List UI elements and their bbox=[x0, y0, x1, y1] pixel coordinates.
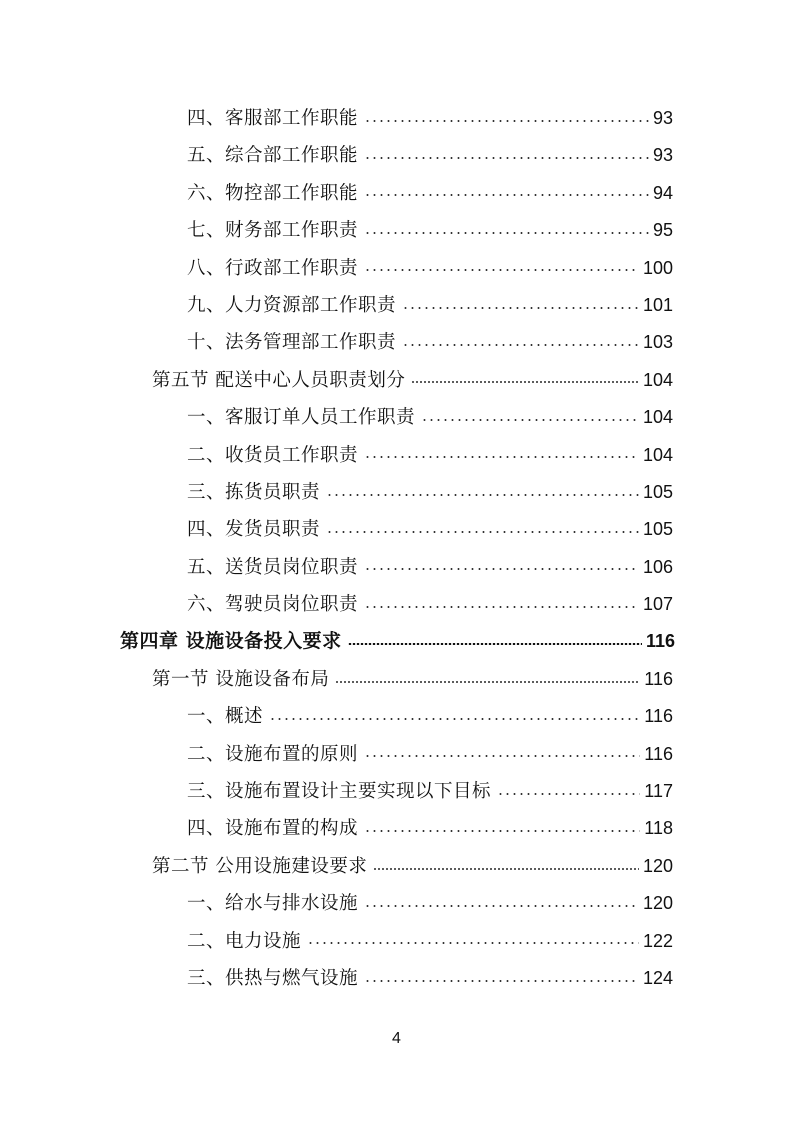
toc-item-row[interactable] bbox=[0, 250, 793, 287]
dot-leader bbox=[402, 307, 639, 309]
dot-leader bbox=[364, 232, 649, 234]
dot-leader bbox=[364, 269, 639, 271]
toc-item-row[interactable] bbox=[0, 474, 793, 511]
toc-section-row[interactable] bbox=[0, 362, 793, 399]
toc-entry-title: 十、法务管理部工作职责 bbox=[187, 332, 397, 354]
toc-item-row[interactable] bbox=[0, 885, 793, 922]
toc-section-row[interactable] bbox=[0, 848, 793, 885]
dot-leader bbox=[364, 157, 649, 159]
toc-entry-page: 104 bbox=[642, 444, 673, 465]
toc-item-row[interactable] bbox=[0, 212, 793, 249]
dot-leader bbox=[497, 793, 640, 795]
toc-item-row[interactable] bbox=[0, 923, 793, 960]
toc-entry-page: 106 bbox=[642, 556, 673, 577]
toc-entry-page: 93 bbox=[652, 145, 673, 166]
toc-entry-page: 94 bbox=[652, 182, 673, 203]
toc-entry-page: 107 bbox=[642, 594, 673, 615]
toc-entry-title: 三、供热与燃气设施 bbox=[187, 967, 359, 989]
toc-item-row[interactable] bbox=[0, 437, 793, 474]
toc-item-row[interactable] bbox=[0, 287, 793, 324]
toc-entry-page: 101 bbox=[642, 294, 673, 315]
toc-entry-title: 第五节 配送中心人员职责划分 bbox=[152, 369, 406, 391]
dot-leader bbox=[402, 344, 639, 346]
toc-item-row[interactable] bbox=[0, 324, 793, 361]
dot-leader bbox=[364, 905, 639, 907]
dot-leader bbox=[421, 419, 639, 421]
dot-leader bbox=[364, 120, 649, 122]
toc-entry-page: 116 bbox=[645, 631, 675, 652]
toc-entry-title: 第二节 公用设施建设要求 bbox=[152, 855, 368, 877]
toc-entry-title: 四、客服部工作职能 bbox=[187, 108, 359, 129]
toc-entry-page: 116 bbox=[644, 668, 673, 689]
toc-entry-title: 一、客服订单人员工作职责 bbox=[187, 407, 416, 429]
toc-entry-page: 100 bbox=[642, 257, 673, 278]
toc-entry-page: 93 bbox=[652, 108, 673, 128]
toc-entry-page: 116 bbox=[644, 706, 673, 727]
toc-entry-title: 一、给水与排水设施 bbox=[187, 893, 359, 915]
toc-entry-page: 104 bbox=[642, 407, 673, 428]
toc-item-row[interactable] bbox=[0, 137, 793, 174]
toc-entry-title: 三、拣货员职责 bbox=[187, 481, 321, 503]
dot-leader bbox=[411, 381, 639, 383]
dot-leader bbox=[348, 643, 642, 646]
toc-entry-page: 120 bbox=[642, 855, 673, 876]
toc-item-row[interactable] bbox=[0, 586, 793, 623]
toc-entry-title: 第四章 设施设备投入要求 bbox=[120, 630, 342, 653]
dot-leader bbox=[364, 755, 640, 757]
toc-entry-page: 117 bbox=[644, 781, 673, 802]
dot-leader bbox=[269, 718, 640, 720]
toc-entry-title: 二、收货员工作职责 bbox=[187, 444, 359, 466]
table-of-contents bbox=[0, 100, 793, 997]
dot-leader bbox=[335, 681, 640, 683]
toc-chapter-row[interactable] bbox=[0, 623, 793, 660]
toc-item-row[interactable] bbox=[0, 175, 793, 212]
dot-leader bbox=[364, 830, 640, 832]
dot-leader bbox=[364, 606, 639, 608]
dot-leader bbox=[364, 194, 649, 196]
toc-item-row[interactable] bbox=[0, 960, 793, 997]
dot-leader bbox=[364, 980, 639, 982]
toc-item-row[interactable] bbox=[0, 511, 793, 548]
toc-entry-title: 三、设施布置设计主要实现以下目标 bbox=[187, 781, 492, 803]
toc-entry-title: 四、发货员职责 bbox=[187, 519, 321, 541]
dot-leader bbox=[364, 456, 639, 458]
toc-entry-title: 六、驾驶员岗位职责 bbox=[187, 594, 359, 616]
dot-leader bbox=[364, 568, 639, 570]
toc-entry-page: 103 bbox=[642, 332, 673, 353]
toc-section-row[interactable] bbox=[0, 661, 793, 698]
toc-item-row[interactable] bbox=[0, 736, 793, 773]
toc-entry-page: 104 bbox=[642, 369, 673, 390]
toc-entry-title: 四、设施布置的构成 bbox=[187, 818, 359, 840]
toc-entry-page: 118 bbox=[644, 818, 673, 839]
toc-entry-title: 六、物控部工作职能 bbox=[187, 182, 359, 204]
toc-entry-page: 105 bbox=[642, 481, 673, 502]
toc-entry-title: 二、电力设施 bbox=[187, 930, 302, 952]
dot-leader bbox=[373, 868, 639, 870]
toc-entry-title: 二、设施布置的原则 bbox=[187, 743, 359, 765]
toc-entry-title: 七、财务部工作职责 bbox=[187, 220, 359, 242]
toc-entry-page: 116 bbox=[644, 743, 673, 764]
toc-entry-title: 一、概述 bbox=[187, 706, 264, 728]
page-number: 4 bbox=[392, 1030, 401, 1047]
toc-item-row[interactable] bbox=[0, 549, 793, 586]
toc-entry-title: 八、行政部工作职责 bbox=[187, 257, 359, 279]
toc-entry-page: 124 bbox=[642, 967, 673, 988]
toc-entry-page: 95 bbox=[652, 220, 673, 241]
toc-entry-title: 第一节 设施设备布局 bbox=[152, 668, 330, 690]
toc-item-row[interactable] bbox=[0, 810, 793, 847]
toc-entry-title: 五、送货员岗位职责 bbox=[187, 556, 359, 578]
toc-entry-title: 五、综合部工作职能 bbox=[187, 145, 359, 167]
dot-leader bbox=[326, 494, 639, 496]
toc-entry-page: 105 bbox=[642, 519, 673, 540]
dot-leader bbox=[326, 531, 639, 533]
toc-item-row[interactable] bbox=[0, 698, 793, 735]
dot-leader bbox=[307, 942, 639, 944]
toc-entry-title: 九、人力资源部工作职责 bbox=[187, 294, 397, 316]
toc-entry-page: 122 bbox=[642, 930, 673, 951]
toc-item-row[interactable] bbox=[0, 399, 793, 436]
toc-item-row[interactable] bbox=[0, 100, 793, 137]
toc-item-row[interactable] bbox=[0, 773, 793, 810]
toc-entry-page: 120 bbox=[642, 893, 673, 914]
